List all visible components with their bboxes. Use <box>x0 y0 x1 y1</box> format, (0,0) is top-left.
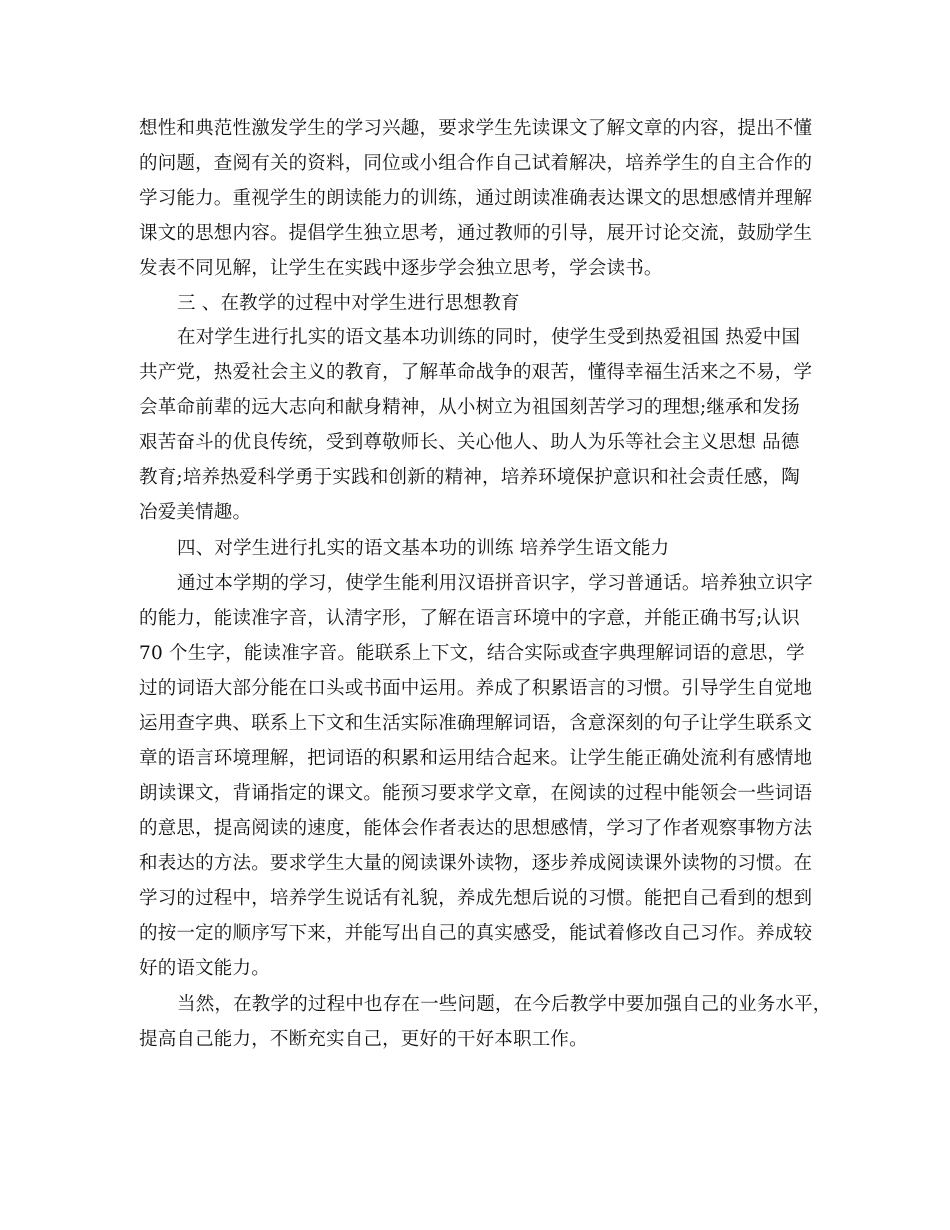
text-line: 的问题，查阅有关的资料，同位或小组合作自己试着解决，培养学生的自主合作的 <box>139 153 813 174</box>
text-line: 教育;培养热爱科学勇于实践和创新的精神，培养环境保护意识和社会责任感，陶 <box>139 467 800 488</box>
text-line: 学习的过程中，培养学生说话有礼貌，养成先想后说的习惯。能把自己看到的想到 <box>139 888 813 909</box>
text-line: 提高自己能力，不断充实自己，更好的干好本职工作。 <box>139 1029 588 1050</box>
text-line: 艰苦奋斗的优良传统，受到尊敬师长、关心他人、助人为乐等社会主义思想 品德 <box>139 432 800 453</box>
text-line: 想性和典范性激发学生的学习兴趣，要求学生先读课文了解文章的内容，提出不懂 <box>139 118 813 139</box>
text-line: 过的词语大部分能在口头或书面中运用。养成了积累语言的习惯。引导学生自觉地 <box>139 678 813 699</box>
text-line: 共产党，热爱社会主义的教育，了解革命战争的艰苦，懂得幸福生活来之不易，学 <box>139 362 813 383</box>
text-line: 的按一定的顺序写下来，并能写出自己的真实感受，能试着修改自己习作。养成较 <box>139 923 813 944</box>
section-heading: 四、对学生进行扎实的语文基本功的训练 培养学生语文能力 <box>177 538 670 559</box>
text-line: 会革命前辈的远大志向和献身精神，从小树立为祖国刻苦学习的理想;继承和发扬 <box>139 397 800 418</box>
section-heading: 三 、在教学的过程中对学生进行思想教育 <box>177 293 520 314</box>
text-line: 学习能力。重视学生的朗读能力的训练，通过朗读准确表达课文的思想感情并理解 <box>139 188 813 209</box>
text-line: 的能力，能读准字音，认清字形，了解在语言环境中的字意，并能正确书写;认识 <box>139 608 800 629</box>
paragraph-first-line: 通过本学期的学习，使学生能利用汉语拼音识字，学习普通话。培养独立识字 <box>177 573 813 594</box>
paragraph-first-line: 当然，在教学的过程中也存在一些问题，在今后教学中要加强自己的业务水平， <box>177 994 832 1015</box>
text-line: 朗读课文，背诵指定的课文。能预习要求学文章，在阅读的过程中能领会一些词语 <box>139 783 813 804</box>
paragraph-first-line: 在对学生进行扎实的语文基本功训练的同时，使学生受到热爱祖国 热爱中国 <box>177 327 801 348</box>
text-line: 章的语言环境理解，把词语的积累和运用结合起来。让学生能正确处流利有感情地 <box>139 748 813 769</box>
text-line: 课文的思想内容。提倡学生独立思考，通过教师的引导，展开讨论交流，鼓励学生 <box>139 223 813 244</box>
text-line: 运用查字典、联系上下文和生活实际准确理解词语，含意深刻的句子让学生联系文 <box>139 713 813 734</box>
text-line: 好的语文能力。 <box>139 958 270 979</box>
text-line: 70 个生字，能读准字音。能联系上下文，结合实际或查字典理解词语的意思，学 <box>139 643 805 664</box>
text-line: 的意思，提高阅读的速度，能体会作者表达的思想感情，学习了作者观察事物方法 <box>139 818 813 839</box>
text-line: 发表不同见解，让学生在实践中逐步学会独立思考，学会读书。 <box>139 258 663 279</box>
text-line: 冶爱美情趣。 <box>139 502 252 523</box>
text-line: 和表达的方法。要求学生大量的阅读课外读物，逐步养成阅读课外读物的习惯。在 <box>139 853 813 874</box>
